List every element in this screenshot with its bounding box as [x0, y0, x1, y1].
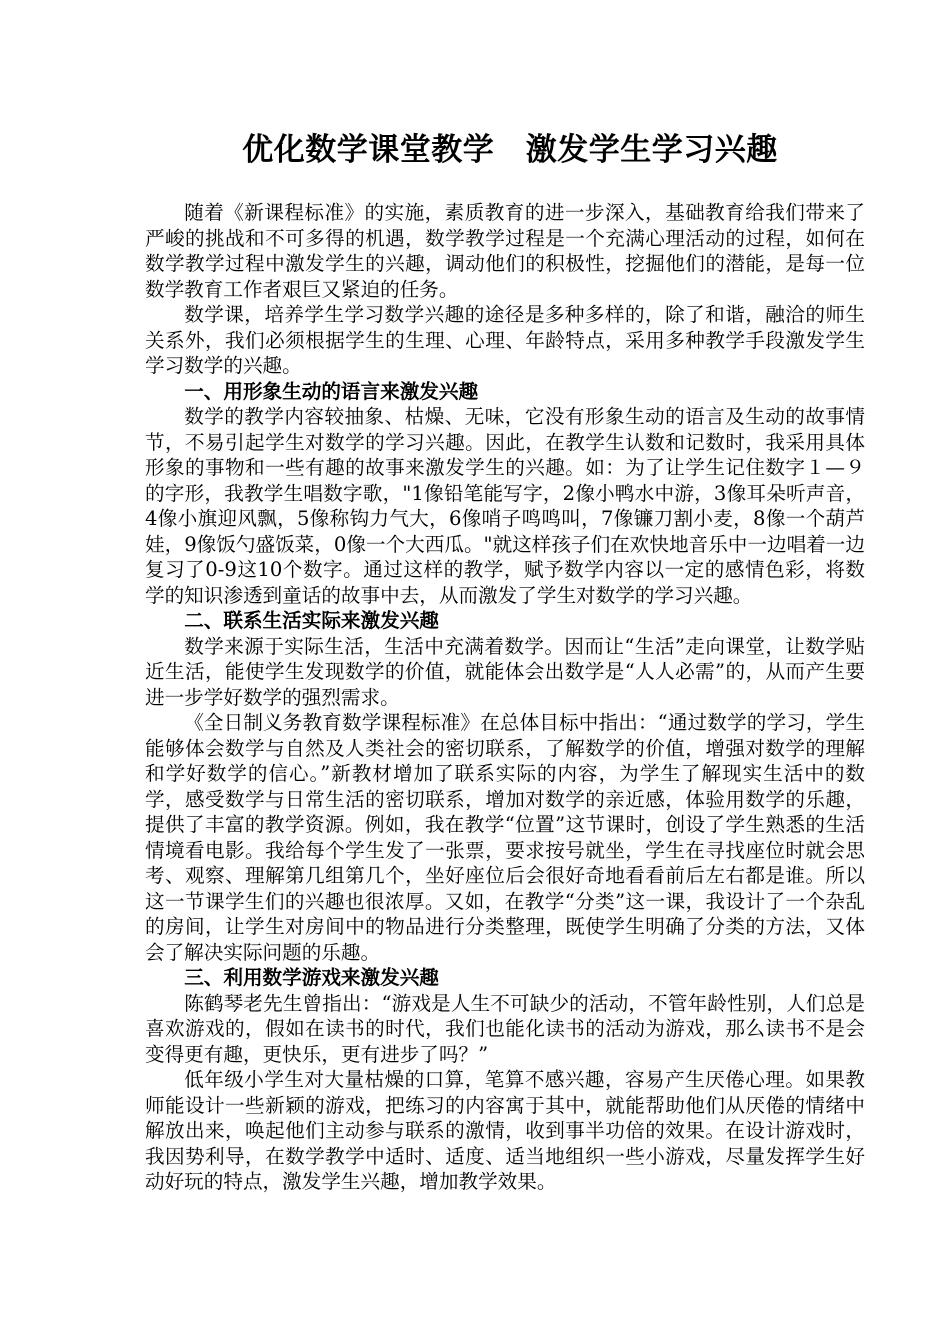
section-heading-3: 三、利用数学游戏来激发兴趣 — [184, 966, 439, 989]
paragraph-approaches: 数学课，培养学生学习数学兴趣的途径是多种多样的，除了和谐，融洽的师生关系外，我们必须根据学生的生理、心理、年龄特点，采用多种教学手段激发学生学习数学的兴趣。 — [145, 303, 865, 377]
paragraph-intro: 随着《新课程标准》的实施，素质教育的进一步深入，基础教育给我们带来了严峻的挑战和不可多得的机遇，数学教学过程是一个充满心理活动的过程，如何在数学教学过程中激发学生的兴趣，调动他们的积极性，挖掘他们的潜能，是每一位数学教育工作者艰巨又紧迫的任务。 — [145, 201, 865, 301]
paragraph-real-life: 数学来源于实际生活，生活中充满着数学。因而让“生活”走向课堂，让数学贴近生活，能使学生发现数学的价值，就能体会出数学是“人人必需”的，从而产生要进一步学好数学的强烈需求。 — [145, 634, 865, 709]
section-heading-1: 一、用形象生动的语言来激发兴趣 — [184, 379, 479, 403]
document-body — [145, 200, 865, 1195]
paragraph-games-practice: 低年级小学生对大量枯燥的口算，笔算不感兴趣，容易产生厌倦心理。如果教师能设计一些新颖的游戏，把练习的内容寓于其中，就能帮助他们从厌倦的情绪中解放出来，唤起他们主动参与联系的激情，收到事半功倍的效果。在设计游戏时，我因势利导，在数学教学中适时、适度、适当地组织一些小游戏，尽量发挥学生好动好玩的特点，激发学生兴趣，增加教学效果。 — [145, 1068, 865, 1193]
paragraph-curriculum-standard: 《全日制义务教育数学课程标准》在总体目标中指出：“通过数学的学习，学生能够体会数学与自然及人类社会的密切联系，了解数学的价值，增强对数学的理解和学好数学的信心。”新教材增加了联系实际的内容，为学生了解现实生活中的数学，感受数学与日常生活的密切联系，增加对数学的亲近感，体验用数学的乐趣，提供了丰富的教学资源。例如，我在教学“位置”这节课时，创设了学生熟悉的生活情境看电影。我给每个学生发了一张票，要求按号就坐，学生在寻找座位时就会思考、观察、理解第几组第几个，坐好座位后会很好奇地看看前后左右都是谁。所以这一节课学生们的兴趣也很浓厚。又如，在教学“分类”这一课，我设计了一个杂乱的房间，让学生对房间中的物品进行分类整理，既使学生明确了分类的方法，又体会了解决实际问题的乐趣。 — [145, 711, 865, 964]
document-page — [145, 0, 865, 1195]
section-heading-2: 二、联系生活实际来激发兴趣 — [184, 609, 439, 632]
paragraph-quote-games: 陈鹤琴老先生曾指出：“游戏是人生不可缺少的活动，不管年龄性别，人们总是喜欢游戏的，假如在读书的时代，我们也能化读书的活动为游戏，那么读书不是会变得更有趣，更快乐，更有进步了吗？” — [145, 991, 865, 1066]
document-title: 优化数学课堂教学 激发学生学习兴趣 — [242, 132, 778, 168]
paragraph-vivid-language: 数学的教学内容较抽象、枯燥、无味，它没有形象生动的语言及生动的故事情节，不易引起学生对数学的学习兴趣。因此，在教学生认数和记数时，我采用具体形象的事物和一些有趣的故事来激发学生的兴趣。如：为了让学生记住数字１—９的字形，我教学生唱数字歌，"1像铅笔能写字，2像小鸭水中游，3像耳朵听声音，4像小旗迎风飘，5像称钩力气大，6像哨子鸣鸣叫，7像镰刀割小麦，8像一个葫芦娃，9像饭勺盛饭菜，0像一个大西瓜。"就这样孩子们在欢快地音乐中一边唱着一边复习了0-9这10个数字。通过这样的教学，赋予数学内容以一定的感情色彩，将数学的知识渗透到童话的故事中去，从而激发了学生对数学的学习兴趣。 — [145, 405, 865, 607]
